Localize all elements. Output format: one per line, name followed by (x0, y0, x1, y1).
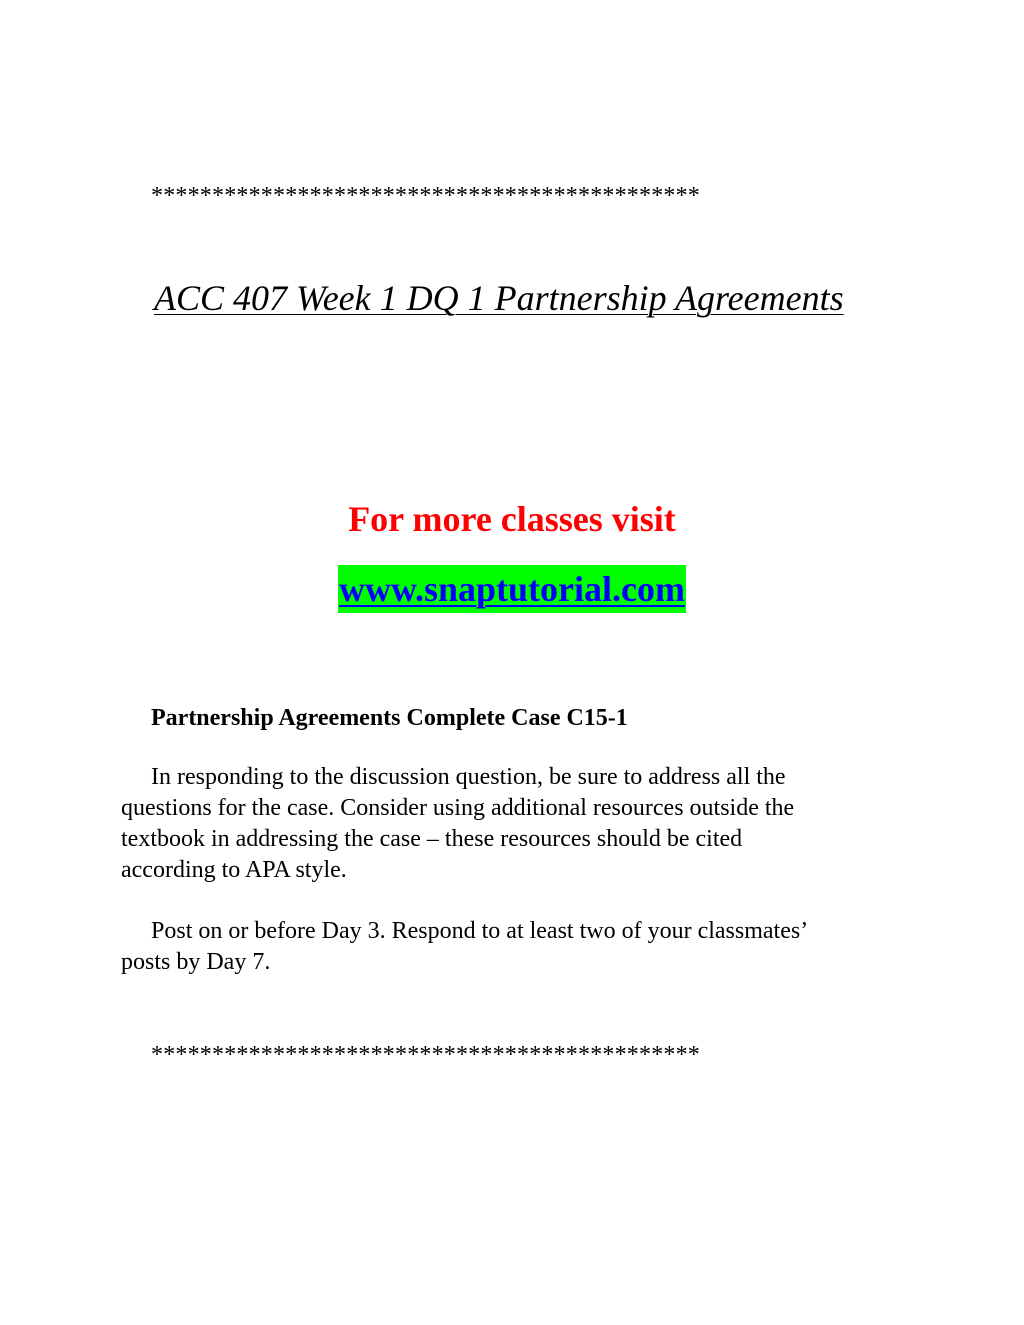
paragraph-line: textbook in addressing the case – these resources should be cited (121, 826, 743, 852)
deadline-paragraph (121, 916, 921, 978)
paragraph-line: Post on or before Day 3. Respond to at least two of your classmates’ (151, 918, 809, 944)
paragraph-line: posts by Day 7. (121, 949, 271, 975)
paragraph-line: questions for the case. Consider using additional resources outside the (121, 795, 795, 821)
document-title: ACC 407 Week 1 DQ 1 Partnership Agreements (154, 278, 844, 318)
promo-text: For more classes visit (348, 499, 676, 539)
separator-top: ********************************************* (151, 183, 700, 209)
instructions-paragraph (121, 762, 921, 886)
separator-bottom: ********************************************* (151, 1042, 700, 1068)
paragraph-line: according to APA style. (121, 857, 347, 883)
promo-link-container (0, 565, 1024, 613)
paragraph-line: In responding to the discussion question, be sure to address all the (151, 764, 786, 790)
case-subheading: Partnership Agreements Complete Case C15-1 (151, 705, 628, 731)
promo-link[interactable]: www.snaptutorial.com (338, 565, 686, 613)
